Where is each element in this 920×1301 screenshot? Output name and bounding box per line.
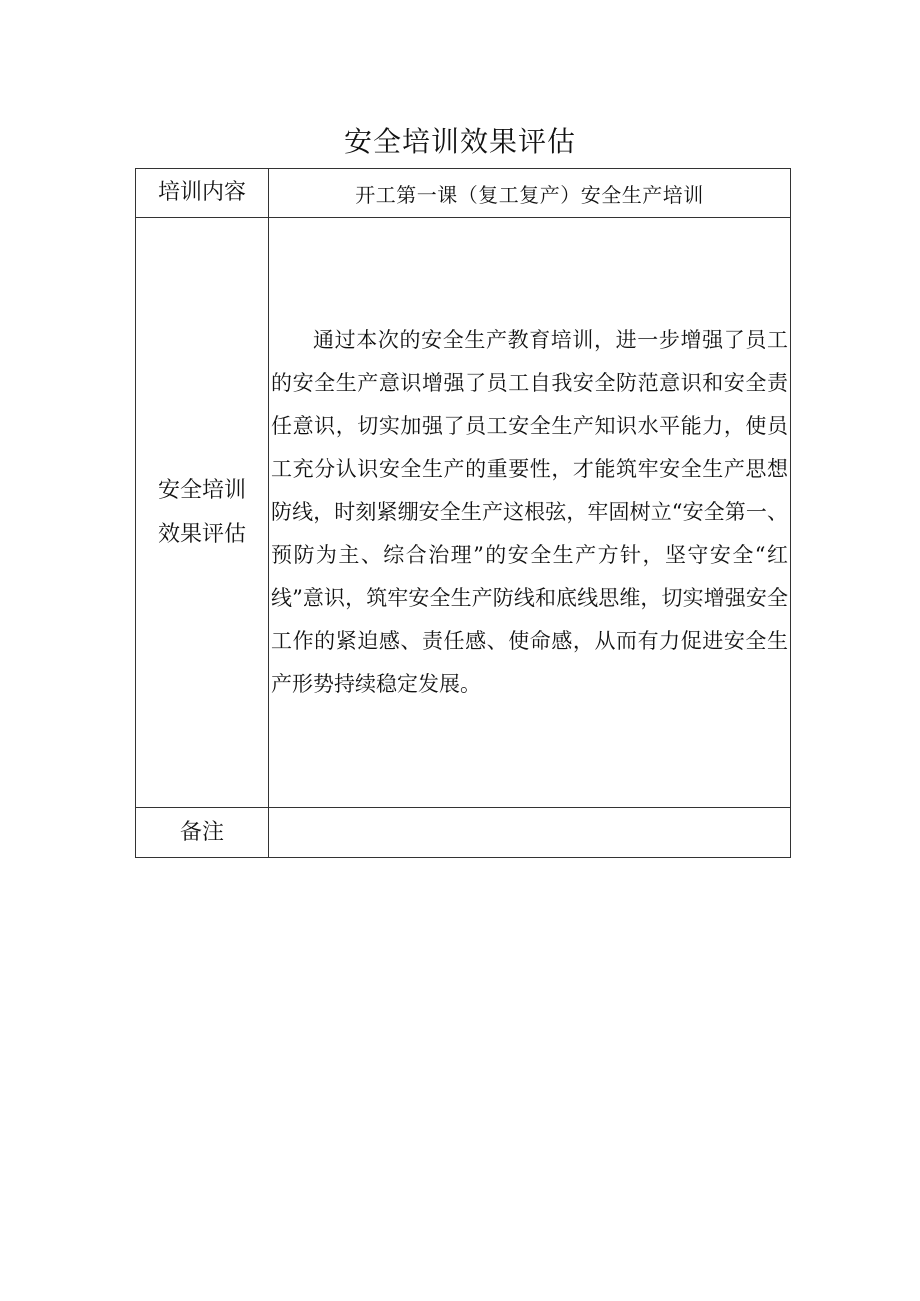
evaluation-text: 通过本次的安全生产教育培训，进一步增强了员工的安全生产意识增强了员工自我安全防范意识和安全责任意识，切实加强了员工安全生产知识水平能力，使员工充分认识安全生产的重要性，才能筑牢安全生产思想防线，时刻紧绷安全生产这根弦，牢固树立“安全第一、预防为主、综合治理”的安全生产方针，坚守安全“红线”意识，筑牢安全生产防线和底线思维，切实增强安全工作的紧迫感、责任感、使命感，从而有力促进安全生产形势持续稳定发展。 <box>271 328 788 696</box>
evaluation-table <box>135 168 791 858</box>
training-content-label: 培训内容 <box>136 169 269 218</box>
evaluation-label-line1: 安全培训 <box>157 477 246 503</box>
remarks-value <box>269 808 791 858</box>
document-title: 安全培训效果评估 <box>343 125 576 158</box>
training-content-value: 开工第一课（复工复产）安全生产培训 <box>269 169 791 218</box>
table-row-training-content <box>136 169 791 218</box>
evaluation-cell <box>269 218 791 808</box>
evaluation-label-line2: 效果评估 <box>157 521 246 547</box>
table-row-evaluation <box>136 218 791 808</box>
remarks-label: 备注 <box>136 808 269 858</box>
evaluation-label <box>136 218 269 808</box>
table-row-remarks <box>136 808 791 858</box>
